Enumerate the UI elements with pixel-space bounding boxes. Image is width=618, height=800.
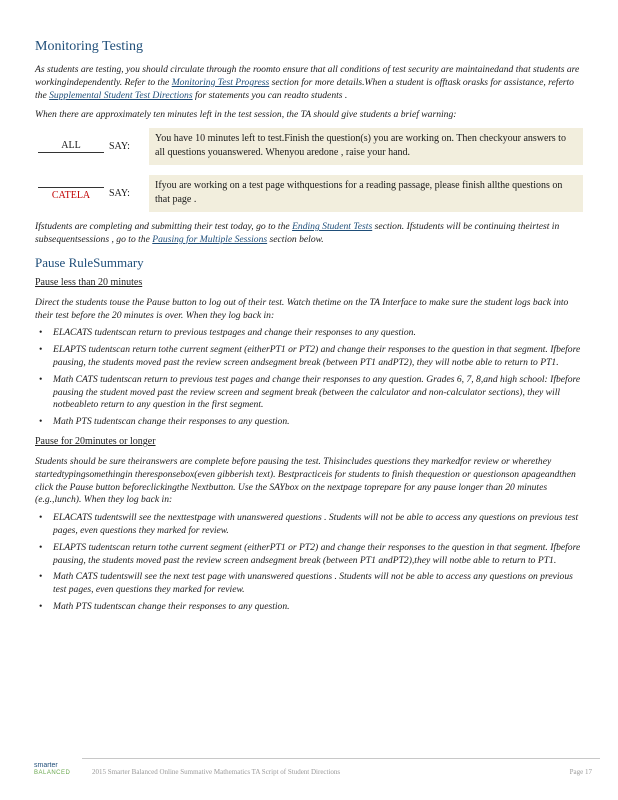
section-title-pause-rule: Pause RuleSummary bbox=[35, 254, 144, 270]
list-item: • ELAPTS tudentscan return tothe current segment (eitherPT1 or PT2) and change their responses to the question in that segment. Ifbefore pausing, the students moved past the review screen andsegment break (between PT1 andPT2), they will notbe able to return to PT1. bbox=[35, 344, 583, 370]
footer-divider bbox=[82, 758, 600, 759]
pause-less-paragraph: Direct the students touse the Pause button to log out of their test. Watch thetime on the TA Interface to make sure the student logs back into their test before the 20 minutes is over. When they log back in: bbox=[35, 296, 569, 321]
document-page bbox=[35, 38, 583, 614]
link-pausing-multiple-sessions[interactable]: Pausing for Multiple Sessions bbox=[152, 233, 268, 245]
say-role-cell bbox=[35, 128, 107, 165]
link-monitoring-test-progress[interactable]: Monitoring Test Progress bbox=[171, 76, 270, 88]
para-text: section. Ifstudents will be continuing theirtest in subsequentsessions , go to the bbox=[35, 221, 560, 245]
say-role-cell bbox=[35, 175, 107, 212]
logo-text-bottom: BALANCED bbox=[34, 770, 71, 776]
list-item: • Math CATS tudentswill see the next test page with unanswered questions . Students will not be able to access any questions on previous test pages, even questions they marked for review. bbox=[35, 571, 583, 597]
para-text: section for more details.When a student is offtask orasks for assistance, referto the bbox=[35, 76, 574, 101]
link-supplemental-directions[interactable]: Supplemental Student Test Directions bbox=[49, 89, 193, 101]
link-ending-student-tests[interactable]: Ending Student Tests bbox=[292, 221, 373, 233]
page-footer bbox=[20, 758, 600, 788]
monitoring-paragraph bbox=[35, 64, 583, 102]
logo-text-top: smarter bbox=[34, 762, 58, 769]
para-text: As students are testing, you should circulate through the roomto ensure that all conditions of test security are maintainedand that students are workingindependently. Refer to the bbox=[35, 64, 580, 88]
say-box-catela bbox=[35, 175, 583, 212]
warning-paragraph: When there are approximately ten minutes left in the test session, the TA should give students a brief warning: bbox=[35, 109, 457, 121]
page-number: Page 17 bbox=[569, 768, 592, 776]
footer-text: 2015 Smarter Balanced Online Summative Mathematics TA Script of Student Directions bbox=[92, 768, 341, 776]
say-role-label: CATELA bbox=[38, 187, 104, 201]
pause-less-bullets bbox=[35, 327, 583, 429]
say-text: You have 10 minutes left to test.Finish the question(s) you are working on. Then checkyour answers to all questions youanswered. Whenyou aredone , raise your hand. bbox=[149, 128, 583, 165]
say-label: SAY: bbox=[109, 188, 130, 200]
subheading-pause-20-longer: Pause for 20minutes or longer bbox=[35, 435, 156, 447]
list-item: • ELAPTS tudentscan return tothe current segment (eitherPT1 or PT2) and change their responses to the question in that segment. Ifbefore pausing, the students moved past the review screen andsegment break (between PT1 andPT2),they will notbe able to return to PT1. bbox=[35, 542, 583, 568]
say-box-all bbox=[35, 128, 583, 165]
pause-longer-bullets bbox=[35, 512, 583, 614]
pause-longer-paragraph: Students should be sure theiranswers are complete before pausing the test. Thisincludes questions they markedfor review or wherethey startedtypingsomethingin theresponsebox(even gibberish text). Bestpracticeis for students to finish thequestion or questionson apageandthen click the Pause button beforeclickingthe Nextbutton. Use the SAYbox on the nextpage toprepare for any pause longer than 20 minutes (e.g.,lunch). When they log back in: bbox=[35, 455, 576, 506]
smarter-balanced-logo bbox=[34, 762, 84, 777]
para-text: Ifstudents are completing and submitting their test today, go to the bbox=[35, 221, 293, 233]
say-label: SAY: bbox=[109, 141, 130, 153]
para-text: for statements you can readto students . bbox=[192, 89, 348, 101]
list-item: • Math PTS tudentscan change their responses to any question. bbox=[35, 601, 583, 614]
list-item: • Math CATS tudentscan return to previous test pages and change their responses to any question. Grades 6, 7, 8,and high school: Ifbefore pausing the student moved past the review screen and segment break (between the calculator and non-calculator sections), they will notbeableto return to any question in the first segment. bbox=[35, 374, 583, 412]
say-text: Ifyou are working on a test page withquestions for a reading passage, please finish allthe questions on that page . bbox=[149, 175, 583, 212]
say-role-label: ALL bbox=[38, 140, 104, 153]
list-item: • Math PTS tudentscan change their responses to any question. bbox=[35, 416, 583, 429]
subheading-pause-less-20: Pause less than 20 minutes bbox=[35, 276, 143, 288]
continuing-paragraph bbox=[35, 221, 583, 247]
section-title-monitoring: Monitoring Testing bbox=[35, 39, 144, 54]
list-item: • ELACATS tudentscan return to previous testpages and change their responses to any question. bbox=[35, 327, 583, 340]
para-text: section below. bbox=[267, 233, 324, 245]
list-item: • ELACATS tudentswill see the nexttestpage with unanswered questions . Students will not be able to access any questions on previous test pages, even questions they marked for review. bbox=[35, 512, 583, 538]
